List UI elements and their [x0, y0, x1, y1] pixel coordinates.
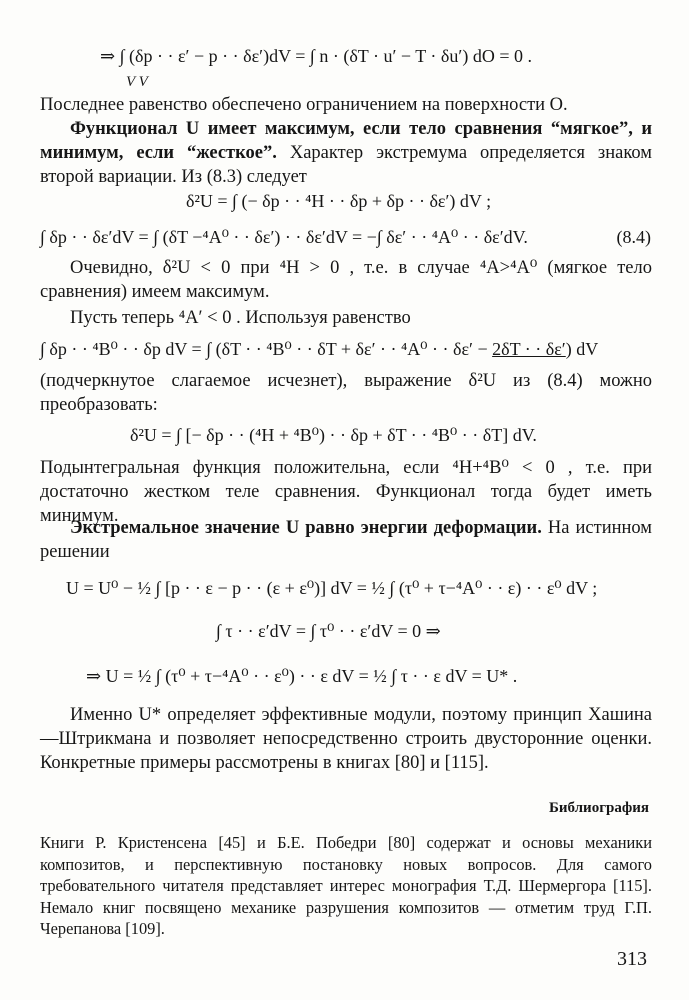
bold-statement: Функционал U имеет максимум, если тело сравнения “мягкое”, и минимум, если “жесткое”.	[40, 119, 652, 163]
equation-transformed: δ²U = ∫ [− δp · · (⁴H + ⁴B⁰) · · δp + δT · · ⁴B⁰ · · δT] dV.	[130, 425, 537, 445]
bold-statement-energy: Экстремальное значение U равно энергии деформации.	[70, 518, 542, 538]
equation-number: (8.4)	[616, 227, 651, 247]
page-number: 313	[617, 948, 647, 970]
bibliography-heading: Библиография	[548, 800, 649, 816]
equation-top-limits: V V	[126, 74, 148, 90]
paragraph-positive-integrand: Подынтегральная функция положительна, если ⁴H+⁴B⁰ < 0 , т.е. при достаточно жестком теле сравнения. Функционал тогда будет иметь минимум.	[40, 458, 652, 526]
equation-identity: ∫ δp · · ⁴B⁰ · · δp dV = ∫ (δT · · ⁴B⁰ · · δT + δε′ · · ⁴A⁰ · · δε′ − 2δT · · δε′) dV	[40, 339, 599, 359]
paragraph-extremal-value: Экстремальное значение U равно энергии деформации. На истинном решении	[40, 518, 652, 562]
paragraph-let-now: Пусть теперь ⁴A′ < 0 . Используя равенство	[70, 308, 411, 328]
underlined-term: 2δT · · δε′	[492, 339, 566, 359]
paragraph-maximum: Очевидно, δ²U < 0 при ⁴H > 0 , т.е. в случае ⁴A>⁴A⁰ (мягкое тело сравнения) имеем максимум.	[40, 258, 652, 302]
equation-8-4: ∫ δp · · δε′dV = ∫ (δT −⁴A⁰ · · δε′) · · δε′dV = −∫ δε′ · · ⁴A⁰ · · δε′dV.	[40, 227, 528, 247]
equation-u-star: ⇒ U = ½ ∫ (τ⁰ + τ−⁴A⁰ · · ε⁰) · · ε dV = ½ ∫ τ · · ε dV = U* .	[86, 666, 518, 686]
paragraph-transform: (подчеркнутое слагаемое исчезнет), выражение δ²U из (8.4) можно преобразовать:	[40, 371, 652, 415]
equation-orthogonality: ∫ τ · · ε′dV = ∫ τ⁰ · · ε′dV = 0 ⇒	[216, 621, 441, 641]
paragraph-surface-constraint: Последнее равенство обеспечено ограничением на поверхности O.	[40, 95, 568, 115]
bibliography-text: Книги Р. Кристенсена [45] и Б.Е. Победри [80] содержат и основы механики композитов, и перспективную постановку новых вопросов. Для самого требовательного читателя представляет интерес монография Т.Д. Шермергора [115]. Немало книг посвящено механике разрушения композитов — отметим труд Г.П. Черепанова [109].	[40, 833, 652, 938]
equation-top: ⇒ ∫ (δp · · ε′ − p · · δε′)dV = ∫ n · (δT · u′ − T · δu′) dO = 0 .	[100, 46, 532, 66]
paragraph-hashin-shtrikman: Именно U* определяет эффективные модули, поэтому принцип Хашина—Штрикмана и позволяет непосредственно строить двусторонние оценки. Конкретные примеры рассмотрены в книгах [80] и [115].	[40, 705, 652, 773]
paragraph-functional-extremum: Функционал U имеет максимум, если тело сравнения “мягкое”, и минимум, если “жесткое”. Характер экстремума определяется знаком второй вариации. Из (8.3) следует	[40, 119, 653, 187]
equation-second-variation: δ²U = ∫ (− δp · · ⁴H · · δp + δp · · δε′) dV ;	[186, 191, 492, 211]
equation-energy: U = U⁰ − ½ ∫ [p · · ε − p · · (ε + ε⁰)] dV = ½ ∫ (τ⁰ + τ−⁴A⁰ · · ε) · · ε⁰ dV ;	[66, 578, 598, 598]
